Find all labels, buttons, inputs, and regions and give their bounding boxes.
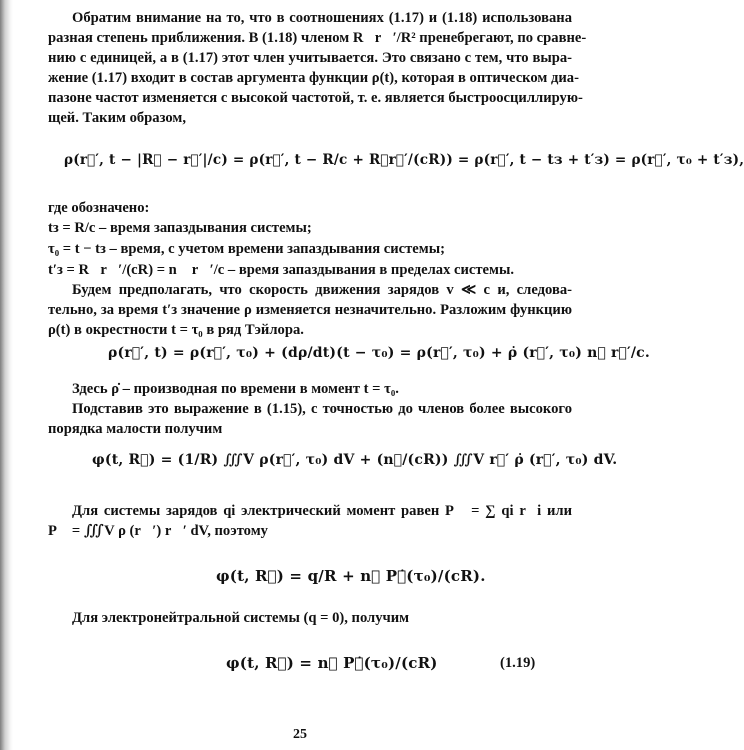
definition-item: t′з = R⃗r⃗′/(cR) = n⃗ r⃗′/c – время запаздывания в пределах системы. xyxy=(48,262,515,278)
paragraph-line: Для системы зарядов qi электрический момент равен P⃗ = ∑ qi r⃗i или xyxy=(72,503,572,519)
paragraph-line: Будем предполагать, что скорость движения зарядов v ≪ c и, следова- xyxy=(72,282,572,298)
paragraph-line: щей. Таким образом, xyxy=(48,110,186,126)
equation-retarded-density: ρ(r⃗′, t − |R⃗ − r⃗′|/c) = ρ(r⃗′, t − R/c + R⃗r⃗′/(cR)) = ρ(r⃗′, t − tз + t′з) = ρ(r⃗′, τ₀ + t′з), xyxy=(64,152,744,168)
paragraph-line: тельно, за время t′з значение ρ изменяется незначительно. Разложим функцию xyxy=(48,302,572,318)
paragraph-line: пазоне частот изменяется с высокой частотой, т. е. является быстроосциллирую- xyxy=(48,90,583,106)
paragraph-line: разная степень приближения. В (1.18) членом R⃗r⃗′/R² пренебрегают, по сравне- xyxy=(48,30,587,46)
equation-taylor-expansion: ρ(r⃗′, t) = ρ(r⃗′, τ₀) + (dρ/dt)(t − τ₀) = ρ(r⃗′, τ₀) + ρ̇ (r⃗′, τ₀) n⃗ r⃗′/c. xyxy=(108,345,650,361)
equation-neutral-system-potential: φ(t, R⃗) = n⃗ P⃗̇(τ₀)/(cR) xyxy=(226,654,438,672)
equation-potential-integral: φ(t, R⃗) = (1/R) ∭V ρ(r⃗′, τ₀) dV + (n⃗/(cR)) ∭V r⃗′ ρ̇ (r⃗′, τ₀) dV. xyxy=(92,452,618,468)
paragraph-line: порядка малости получим xyxy=(48,421,223,437)
definition-item: τ₀ = t − tз – время, с учетом времени запаздывания системы; xyxy=(48,241,445,257)
derivative-note: Здесь ρ̇ – производная по времени в момент t = τ₀. xyxy=(72,381,399,397)
paragraph-line: Обратим внимание на то, что в соотношениях (1.17) и (1.18) использована xyxy=(72,10,572,26)
equation-dipole-potential: φ(t, R⃗) = q/R + n⃗ P⃗̇(τ₀)/(cR). xyxy=(216,567,486,585)
page-number: 25 xyxy=(293,727,307,742)
definitions-intro: где обозначено: xyxy=(48,200,150,216)
paragraph-line: Подставив это выражение в (1.15), с точностью до членов более высокого xyxy=(72,401,572,417)
paragraph-line: жение (1.17) входит в состав аргумента функции ρ(t), которая в оптическом диа- xyxy=(48,70,579,86)
paragraph-line: нию с единицей, а в (1.17) этот член учитывается. Это связано с тем, что выра- xyxy=(48,50,572,66)
paragraph-line: Для электронейтральной системы (q = 0), получим xyxy=(72,610,410,626)
definition-item: tз = R/c – время запаздывания системы; xyxy=(48,220,312,236)
paragraph-line: P⃗ = ∭V ρ (r⃗′) r⃗′ dV, поэтому xyxy=(48,523,268,539)
equation-number: (1.19) xyxy=(500,655,536,671)
paragraph-line: ρ(t) в окрестности t = τ₀ в ряд Тэйлора. xyxy=(48,322,304,338)
